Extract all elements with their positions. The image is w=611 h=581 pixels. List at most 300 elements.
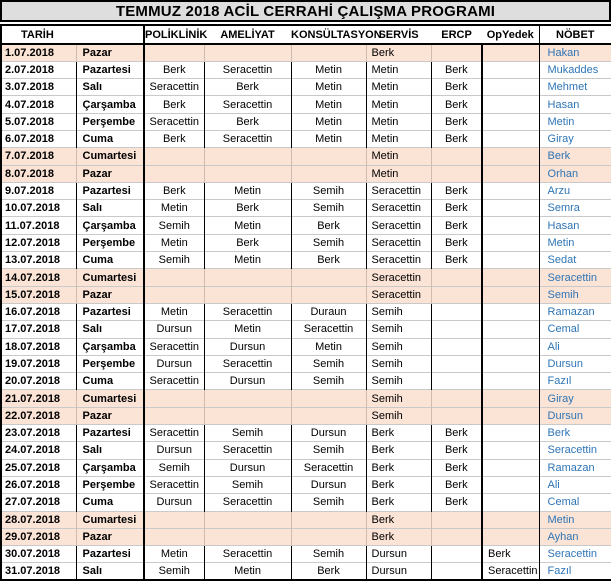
nobet-cell: Berk [539,425,611,442]
ameliyat-cell: Seracettin [204,494,291,511]
nobet-cell: Giray [539,390,611,407]
nobet-cell: Dursun [539,407,611,424]
servis-cell: Semih [366,373,431,390]
date-cell: 9.07.2018 [1,182,76,199]
day-cell: Cumartesi [76,148,144,165]
ameliyat-cell [204,148,291,165]
ameliyat-cell: Dursun [204,459,291,476]
table-row [1,528,611,545]
nobet-cell: Hakan [539,44,611,61]
ercp-cell: Berk [431,182,482,199]
day-cell: Pazar [76,407,144,424]
servis-cell: Semih [366,338,431,355]
konsultasyon-cell: Seracettin [291,321,366,338]
table-row [1,130,611,147]
day-cell: Pazar [76,165,144,182]
servis-cell: Berk [366,459,431,476]
servis-cell: Berk [366,528,431,545]
column-header-opyedek: OpYedek [482,25,539,44]
opyedek-cell [482,113,539,130]
opyedek-cell [482,494,539,511]
poliklinik-cell [144,165,204,182]
ameliyat-cell: Seracettin [204,303,291,320]
ercp-cell [431,165,482,182]
ercp-cell [431,321,482,338]
konsultasyon-cell: Duraun [291,303,366,320]
day-cell: Salı [76,79,144,96]
poliklinik-cell: Semih [144,217,204,234]
header-row [1,25,611,44]
table-row [1,252,611,269]
ercp-cell: Berk [431,494,482,511]
day-cell: Perşembe [76,234,144,251]
konsultasyon-cell: Semih [291,373,366,390]
ercp-cell [431,528,482,545]
opyedek-cell [482,165,539,182]
nobet-cell: Fazıl [539,563,611,580]
ercp-cell: Berk [431,113,482,130]
poliklinik-cell [144,286,204,303]
date-cell: 20.07.2018 [1,373,76,390]
konsultasyon-cell: Metin [291,130,366,147]
servis-cell: Seracettin [366,217,431,234]
nobet-cell: Arzu [539,182,611,199]
day-cell: Pazartesi [76,425,144,442]
nobet-cell: Hasan [539,217,611,234]
table-row [1,563,611,580]
ameliyat-cell: Seracettin [204,61,291,78]
poliklinik-cell: Seracettin [144,373,204,390]
servis-cell: Berk [366,476,431,493]
opyedek-cell [482,390,539,407]
table-row [1,338,611,355]
konsultasyon-cell [291,165,366,182]
table-row [1,546,611,563]
date-cell: 1.07.2018 [1,44,76,61]
day-cell: Perşembe [76,476,144,493]
opyedek-cell [482,355,539,372]
ameliyat-cell [204,511,291,528]
table-row [1,269,611,286]
ercp-cell [431,407,482,424]
day-cell: Perşembe [76,355,144,372]
poliklinik-cell: Semih [144,563,204,580]
poliklinik-cell [144,511,204,528]
day-cell: Salı [76,321,144,338]
ameliyat-cell [204,528,291,545]
table-row [1,234,611,251]
servis-cell: Metin [366,148,431,165]
day-cell: Cuma [76,494,144,511]
date-cell: 28.07.2018 [1,511,76,528]
ercp-cell: Berk [431,130,482,147]
poliklinik-cell: Dursun [144,442,204,459]
servis-cell: Metin [366,96,431,113]
konsultasyon-cell: Dursun [291,425,366,442]
ercp-cell: Berk [431,425,482,442]
konsultasyon-cell [291,407,366,424]
nobet-cell: Metin [539,234,611,251]
servis-cell: Metin [366,130,431,147]
ameliyat-cell: Metin [204,182,291,199]
date-cell: 4.07.2018 [1,96,76,113]
nobet-cell: Semra [539,200,611,217]
nobet-cell: Hasan [539,96,611,113]
opyedek-cell [482,338,539,355]
date-cell: 2.07.2018 [1,61,76,78]
table-row [1,425,611,442]
ameliyat-cell [204,165,291,182]
column-header-servis: SERVİS [366,25,431,44]
ercp-cell [431,44,482,61]
day-cell: Perşembe [76,113,144,130]
opyedek-cell [482,234,539,251]
servis-cell: Semih [366,303,431,320]
poliklinik-cell [144,528,204,545]
nobet-cell: Ramazan [539,459,611,476]
nobet-cell: Mehmet [539,79,611,96]
konsultasyon-cell: Metin [291,96,366,113]
opyedek-cell [482,425,539,442]
ameliyat-cell: Seracettin [204,355,291,372]
poliklinik-cell: Semih [144,252,204,269]
konsultasyon-cell: Semih [291,182,366,199]
ercp-cell [431,148,482,165]
nobet-cell: Seracettin [539,269,611,286]
poliklinik-cell: Semih [144,459,204,476]
ameliyat-cell: Seracettin [204,96,291,113]
title-bar [0,0,611,22]
konsultasyon-cell: Berk [291,563,366,580]
nobet-cell: Dursun [539,355,611,372]
konsultasyon-cell [291,528,366,545]
servis-cell: Seracettin [366,269,431,286]
date-cell: 29.07.2018 [1,528,76,545]
opyedek-cell: Seracettin [482,563,539,580]
nobet-cell: Metin [539,113,611,130]
poliklinik-cell: Berk [144,96,204,113]
date-cell: 5.07.2018 [1,113,76,130]
table-row [1,373,611,390]
poliklinik-cell: Metin [144,200,204,217]
ercp-cell: Berk [431,200,482,217]
date-cell: 8.07.2018 [1,165,76,182]
nobet-cell: Metin [539,511,611,528]
konsultasyon-cell: Seracettin [291,459,366,476]
servis-cell: Semih [366,407,431,424]
ercp-cell: Berk [431,217,482,234]
date-cell: 11.07.2018 [1,217,76,234]
opyedek-cell [482,269,539,286]
day-cell: Çarşamba [76,459,144,476]
ameliyat-cell: Metin [204,563,291,580]
ercp-cell [431,546,482,563]
opyedek-cell [482,148,539,165]
poliklinik-cell [144,407,204,424]
day-cell: Salı [76,442,144,459]
date-cell: 6.07.2018 [1,130,76,147]
konsultasyon-cell: Metin [291,113,366,130]
column-header-tarih: TARİH [1,25,144,44]
nobet-cell: Ramazan [539,303,611,320]
opyedek-cell [482,200,539,217]
day-cell: Pazar [76,528,144,545]
servis-cell: Metin [366,79,431,96]
poliklinik-cell: Metin [144,303,204,320]
table-row [1,148,611,165]
opyedek-cell [482,217,539,234]
nobet-cell: Cemal [539,494,611,511]
date-cell: 25.07.2018 [1,459,76,476]
opyedek-cell [482,96,539,113]
servis-cell: Seracettin [366,182,431,199]
column-header-ercp: ERCP [431,25,482,44]
konsultasyon-cell: Metin [291,338,366,355]
konsultasyon-cell [291,44,366,61]
column-header-poliklinik: POLİKLİNİK [144,25,204,44]
opyedek-cell: Berk [482,546,539,563]
day-cell: Çarşamba [76,338,144,355]
ercp-cell [431,511,482,528]
date-cell: 22.07.2018 [1,407,76,424]
servis-cell: Seracettin [366,286,431,303]
opyedek-cell [482,130,539,147]
poliklinik-cell: Seracettin [144,425,204,442]
servis-cell: Semih [366,355,431,372]
date-cell: 10.07.2018 [1,200,76,217]
column-header-konsultasyon: KONSÜLTASYON [291,25,366,44]
servis-cell: Dursun [366,563,431,580]
day-cell: Pazartesi [76,303,144,320]
ercp-cell [431,286,482,303]
day-cell: Çarşamba [76,96,144,113]
table-row [1,113,611,130]
day-cell: Pazar [76,286,144,303]
ercp-cell [431,338,482,355]
ercp-cell: Berk [431,61,482,78]
opyedek-cell [482,459,539,476]
ameliyat-cell: Berk [204,113,291,130]
servis-cell: Metin [366,61,431,78]
konsultasyon-cell: Berk [291,217,366,234]
poliklinik-cell [144,44,204,61]
ameliyat-cell: Seracettin [204,442,291,459]
schedule-table [0,24,611,581]
ercp-cell: Berk [431,459,482,476]
nobet-cell: Semih [539,286,611,303]
poliklinik-cell [144,148,204,165]
column-header-nobet: NÖBET [539,25,611,44]
ercp-cell: Berk [431,234,482,251]
date-cell: 13.07.2018 [1,252,76,269]
opyedek-cell [482,476,539,493]
ercp-cell: Berk [431,96,482,113]
opyedek-cell [482,303,539,320]
date-cell: 18.07.2018 [1,338,76,355]
servis-cell: Berk [366,425,431,442]
ameliyat-cell: Metin [204,252,291,269]
day-cell: Pazartesi [76,61,144,78]
table-row [1,390,611,407]
poliklinik-cell: Dursun [144,321,204,338]
ercp-cell [431,373,482,390]
konsultasyon-cell: Semih [291,546,366,563]
table-row [1,407,611,424]
date-cell: 16.07.2018 [1,303,76,320]
poliklinik-cell: Seracettin [144,476,204,493]
poliklinik-cell: Berk [144,182,204,199]
konsultasyon-cell: Semih [291,494,366,511]
ercp-cell: Berk [431,79,482,96]
day-cell: Cumartesi [76,269,144,286]
konsultasyon-cell: Semih [291,355,366,372]
opyedek-cell [482,373,539,390]
konsultasyon-cell [291,511,366,528]
ameliyat-cell: Seracettin [204,546,291,563]
nobet-cell: Giray [539,130,611,147]
table-row [1,217,611,234]
date-cell: 14.07.2018 [1,269,76,286]
servis-cell: Seracettin [366,200,431,217]
ercp-cell [431,303,482,320]
nobet-cell: Cemal [539,321,611,338]
nobet-cell: Orhan [539,165,611,182]
servis-cell: Seracettin [366,252,431,269]
opyedek-cell [482,321,539,338]
table-row [1,165,611,182]
opyedek-cell [482,511,539,528]
konsultasyon-cell: Dursun [291,476,366,493]
table-row [1,200,611,217]
opyedek-cell [482,79,539,96]
day-cell: Pazartesi [76,182,144,199]
day-cell: Pazar [76,44,144,61]
ameliyat-cell [204,407,291,424]
opyedek-cell [482,528,539,545]
ameliyat-cell: Berk [204,200,291,217]
ameliyat-cell [204,44,291,61]
konsultasyon-cell [291,390,366,407]
ameliyat-cell [204,286,291,303]
servis-cell: Berk [366,494,431,511]
ameliyat-cell: Berk [204,234,291,251]
servis-cell: Seracettin [366,234,431,251]
day-cell: Pazartesi [76,546,144,563]
day-cell: Cuma [76,130,144,147]
day-cell: Cuma [76,252,144,269]
nobet-cell: Berk [539,148,611,165]
ercp-cell [431,390,482,407]
servis-cell: Semih [366,321,431,338]
day-cell: Salı [76,200,144,217]
table-row [1,182,611,199]
poliklinik-cell [144,390,204,407]
opyedek-cell [482,44,539,61]
nobet-cell: Mukaddes [539,61,611,78]
ameliyat-cell: Dursun [204,373,291,390]
date-cell: 23.07.2018 [1,425,76,442]
table-row [1,494,611,511]
ameliyat-cell: Metin [204,217,291,234]
servis-cell: Berk [366,511,431,528]
page-title: TEMMUZ 2018 ACİL CERRAHİ ÇALIŞMA PROGRAMI [115,2,496,20]
konsultasyon-cell [291,269,366,286]
konsultasyon-cell: Metin [291,61,366,78]
table-row [1,96,611,113]
column-header-ameliyat: AMELİYAT [204,25,291,44]
ameliyat-cell: Semih [204,476,291,493]
nobet-cell: Ayhan [539,528,611,545]
table-row [1,61,611,78]
date-cell: 27.07.2018 [1,494,76,511]
servis-cell: Berk [366,44,431,61]
ercp-cell: Berk [431,252,482,269]
poliklinik-cell: Berk [144,61,204,78]
table-row [1,79,611,96]
ameliyat-cell: Semih [204,425,291,442]
poliklinik-cell: Seracettin [144,338,204,355]
nobet-cell: Seracettin [539,442,611,459]
opyedek-cell [482,286,539,303]
ameliyat-cell: Berk [204,79,291,96]
table-row [1,286,611,303]
nobet-cell: Seracettin [539,546,611,563]
poliklinik-cell [144,269,204,286]
opyedek-cell [482,442,539,459]
poliklinik-cell: Dursun [144,494,204,511]
day-cell: Salı [76,563,144,580]
table-row [1,511,611,528]
date-cell: 15.07.2018 [1,286,76,303]
nobet-cell: Sedat [539,252,611,269]
konsultasyon-cell: Berk [291,252,366,269]
ercp-cell [431,563,482,580]
poliklinik-cell: Berk [144,130,204,147]
konsultasyon-cell [291,148,366,165]
opyedek-cell [482,182,539,199]
date-cell: 3.07.2018 [1,79,76,96]
servis-cell: Semih [366,390,431,407]
table-row [1,44,611,61]
konsultasyon-cell: Semih [291,442,366,459]
konsultasyon-cell: Semih [291,234,366,251]
servis-cell: Berk [366,442,431,459]
konsultasyon-cell [291,286,366,303]
ercp-cell [431,269,482,286]
nobet-cell: Ali [539,476,611,493]
servis-cell: Dursun [366,546,431,563]
ameliyat-cell: Dursun [204,338,291,355]
ercp-cell: Berk [431,476,482,493]
opyedek-cell [482,407,539,424]
konsultasyon-cell: Semih [291,200,366,217]
date-cell: 31.07.2018 [1,563,76,580]
ameliyat-cell [204,390,291,407]
date-cell: 24.07.2018 [1,442,76,459]
date-cell: 19.07.2018 [1,355,76,372]
day-cell: Cumartesi [76,390,144,407]
poliklinik-cell: Seracettin [144,79,204,96]
table-row [1,321,611,338]
date-cell: 21.07.2018 [1,390,76,407]
table-row [1,303,611,320]
opyedek-cell [482,61,539,78]
opyedek-cell [482,252,539,269]
date-cell: 12.07.2018 [1,234,76,251]
day-cell: Çarşamba [76,217,144,234]
ercp-cell: Berk [431,442,482,459]
table-row [1,355,611,372]
